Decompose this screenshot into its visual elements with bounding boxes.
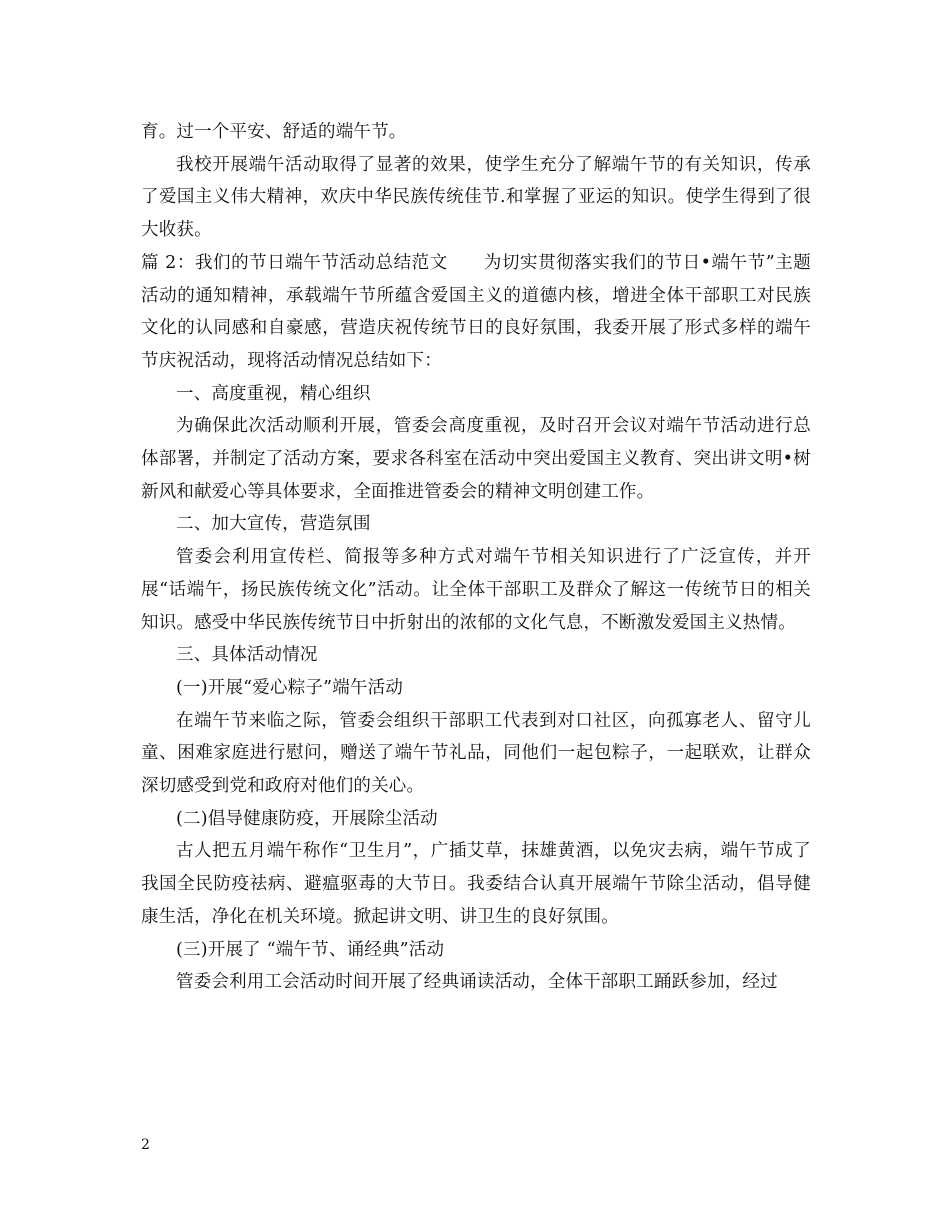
paragraph: 古人把五月端午称作“卫生月”，广插艾草，抹雄黄酒，以免灾去病，端午节成了我国全民防疫祛病、避瘟驱毒的大节日。我委结合认真开展端午节除尘活动，倡导健康生活，净化在机关环境。掀起讲文明、讲卫生的良好氛围。 [141, 841, 811, 927]
page-number: 2 [141, 1137, 150, 1153]
paragraph: (二)倡导健康防疫，开展除尘活动 [176, 808, 438, 829]
paragraph: 育。过一个平安、舒适的端午节。 [141, 122, 407, 142]
document-body [141, 116, 811, 999]
paragraph: (一)开展“爱心粽子”端午活动 [176, 677, 404, 698]
paragraph: (三)开展了 “端午节、诵经典”活动 [176, 939, 445, 960]
paragraph: 管委会利用宣传栏、简报等多种方式对端午节相关知识进行了广泛宣传，并开展“话端午，扬民族传统文化”活动。让全体干部职工及群众了解这一传统节日的相关知识。感受中华民族传统节日中折射出的浓郁的文化气息，不断激发爱国主义热情。 [141, 547, 811, 633]
paragraph: 三、具体活动情况 [176, 645, 318, 666]
paragraph: 篇 2：我们的节日端午节活动总结范文 为切实贯彻落实我们的节日•端午节”主题活动的通知精神，承载端午节所蕴含爱国主义的道德内核，增进全体干部职工对民族文化的认同感和自豪感，营造庆祝传统节日的良好氛围，我委开展了形式多样的端午节庆祝活动，现将活动情况总结如下： [141, 252, 811, 371]
paragraph: 为确保此次活动顺利开展，管委会高度重视，及时召开会议对端午节活动进行总体部署，并制定了活动方案，要求各科室在活动中突出爱国主义教育、突出讲文明•树新风和献爱心等具体要求，全面推进管委会的精神文明创建工作。 [141, 416, 811, 502]
paragraph: 二、加大宣传，营造氛围 [176, 514, 371, 535]
paragraph: 一、高度重视，精心组织 [176, 383, 371, 404]
paragraph: 在端午节来临之际，管委会组织干部职工代表到对口社区，向孤寡老人、留守儿童、困难家庭进行慰问，赠送了端午节礼品，同他们一起包粽子，一起联欢，让群众深切感受到党和政府对他们的关心。 [141, 710, 811, 797]
paragraph: 管委会利用工会活动时间开展了经典诵读活动，全体干部职工踊跃参加，经过 [176, 972, 778, 993]
paragraph: 我校开展端午活动取得了显著的效果，使学生充分了解端午节的有关知识，传承了爱国主义伟大精神，欢庆中华民族传统佳节.和掌握了亚运的知识。使学生得到了很大收获。 [141, 154, 811, 241]
